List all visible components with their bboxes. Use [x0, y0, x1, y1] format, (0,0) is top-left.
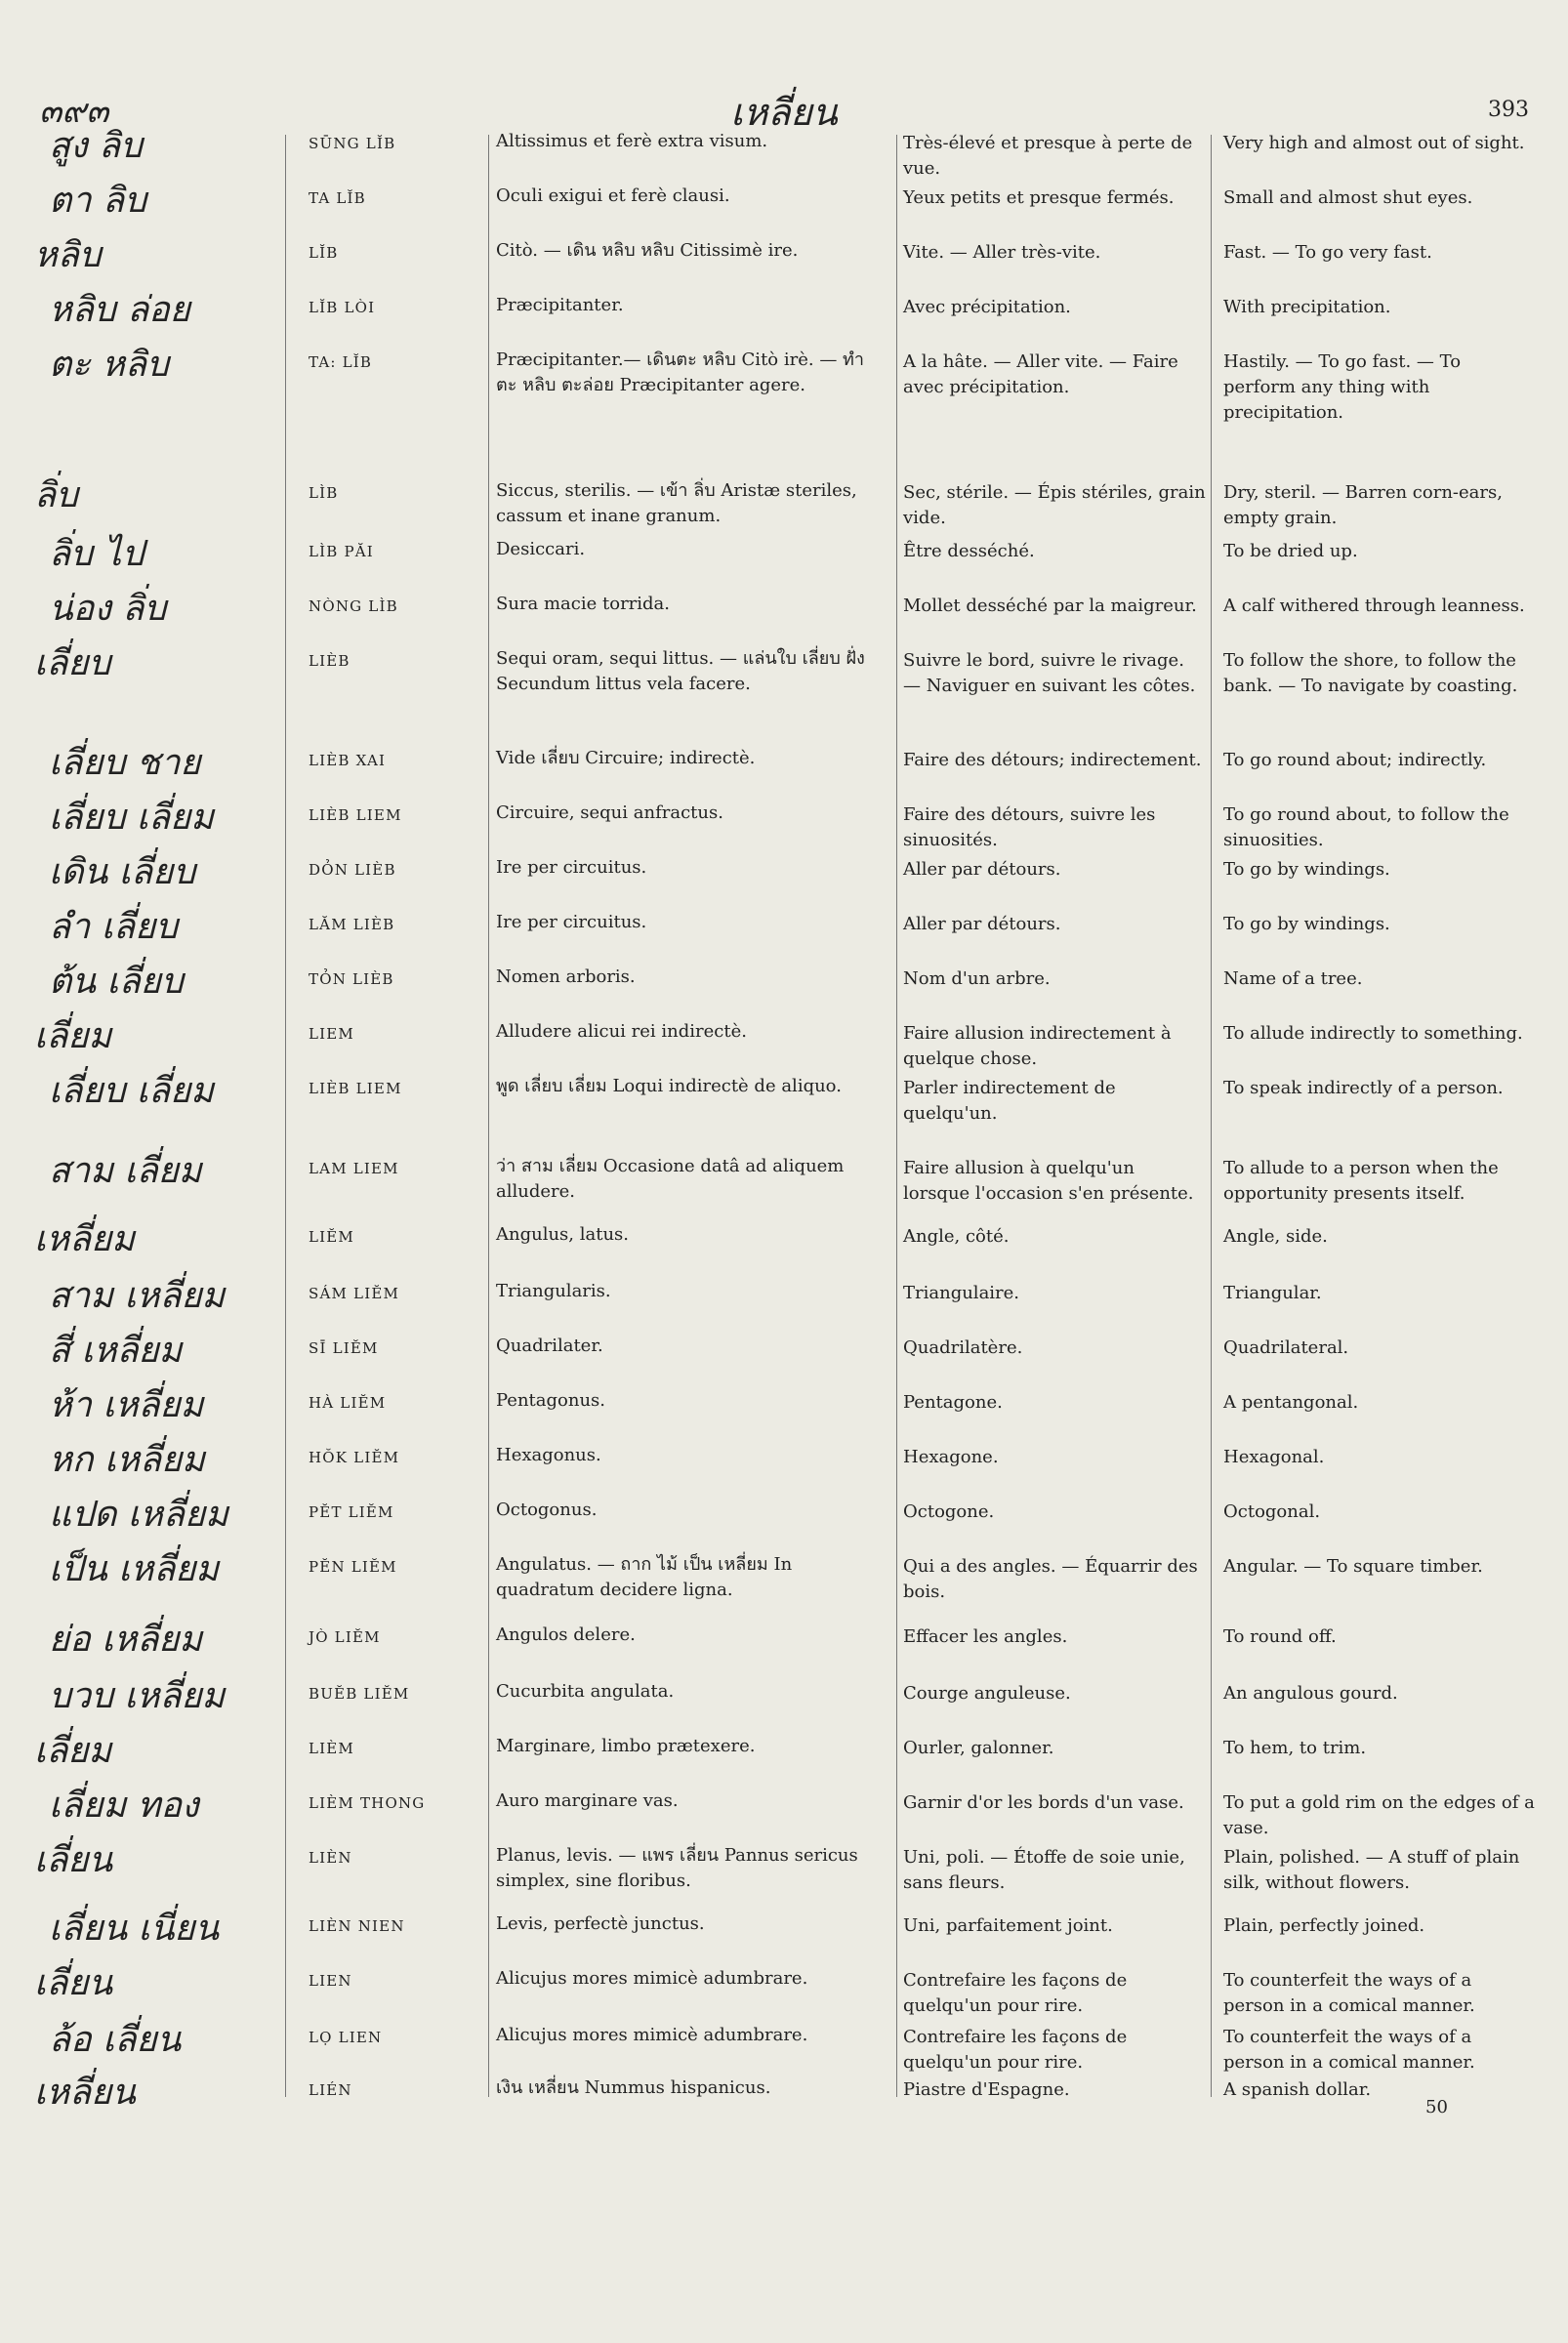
latin-definition: Alicujus mores mimicè adumbrare.	[496, 1968, 808, 1989]
thai-headword: เหลี่ยน	[34, 2073, 136, 2113]
thai-headword: ต้น เลี่ยบ	[49, 962, 184, 1002]
english-definition: To go round about; indirectly.	[1223, 750, 1487, 770]
english-definition: To allude indirectly to something.	[1223, 1023, 1523, 1044]
latin-definition: Nomen arboris.	[496, 966, 636, 987]
english-definition: To be dried up.	[1223, 541, 1358, 561]
thai-headword: เป็น เหลี่ยม	[49, 1549, 220, 1589]
romanization: SŪNG LĬB	[309, 135, 396, 152]
thai-headword: เลี่ยบ	[34, 643, 111, 683]
latin-definition: Cucurbita angulata.	[496, 1681, 675, 1702]
romanization: LIÈN	[309, 1849, 352, 1867]
english-definition: Dry, steril. — Barren corn-ears, empty grain.	[1223, 482, 1503, 528]
thai-headword: ตา ลิบ	[49, 181, 146, 221]
french-definition: A la hâte. — Aller vite. — Faire avec précipitation.	[903, 351, 1178, 397]
thai-headword: เลี่ยบ ชาย	[49, 743, 201, 783]
french-definition: Hexagone.	[903, 1447, 999, 1467]
latin-definition: Vide เลี่ยบ Circuire; indirectè.	[496, 748, 756, 768]
french-definition: Quadrilatère.	[903, 1337, 1023, 1358]
latin-definition: Sequi oram, sequi littus. — แล่นใบ เลี่ยบ ฝั่ง Secundum littus vela facere.	[496, 648, 865, 694]
thai-headword: แปด เหลี่ยม	[49, 1495, 228, 1535]
french-definition: Angle, côté.	[903, 1226, 1010, 1247]
french-definition: Uni, poli. — Étoffe de soie unie, sans fleurs.	[903, 1847, 1185, 1893]
romanization: LIEN	[309, 1972, 352, 1990]
english-definition: Octogonal.	[1223, 1501, 1321, 1522]
latin-definition: Desiccari.	[496, 539, 586, 559]
thai-headword: น่อง ลิ่บ	[49, 589, 167, 629]
romanization: LIÈB LIEM	[309, 806, 402, 824]
thai-headword: เลี่ยบ เลี่ยม	[49, 798, 214, 838]
english-definition: A spanish dollar.	[1223, 2079, 1372, 2100]
latin-definition: เงิน เหลี่ยน Nummus hispanicus.	[496, 2077, 771, 2098]
latin-definition: Sura macie torrida.	[496, 594, 671, 614]
english-definition: Hastily. — To go fast. — To perform any thing with precipitation.	[1223, 351, 1462, 423]
english-definition: To hem, to trim.	[1223, 1738, 1367, 1758]
french-definition: Faire des détours; indirectement.	[903, 750, 1202, 770]
french-definition: Aller par détours.	[903, 914, 1061, 934]
thai-headword: ห้า เหลี่ยม	[49, 1385, 204, 1425]
french-definition: Garnir d'or les bords d'un vase.	[903, 1792, 1184, 1813]
thai-headword: ย่อ เหลี่ยม	[49, 1620, 203, 1660]
latin-definition: Planus, levis. — แพร เลี่ยน Pannus sericus simplex, sine floribus.	[496, 1845, 858, 1891]
latin-definition: Siccus, sterilis. — เข้า ลิ่บ Aristæ steriles, cassum et inane granum.	[496, 480, 857, 526]
romanization: LIÈB	[309, 652, 351, 670]
latin-definition: Circuire, sequi anfractus.	[496, 802, 723, 823]
romanization: LIÈN NIEN	[309, 1917, 405, 1935]
latin-definition: Angulus, latus.	[496, 1224, 630, 1245]
romanization: LIEM	[309, 1025, 354, 1043]
romanization: HÀ LIĔM	[309, 1394, 387, 1412]
english-definition: To counterfeit the ways of a person in a comical manner.	[1223, 1970, 1475, 2016]
english-definition: To go by windings.	[1223, 859, 1390, 880]
running-head-word: เหลี่ยน	[730, 91, 838, 134]
thai-headword: บวบ เหลี่ยม	[49, 1676, 226, 1716]
thai-headword: เลี่ยม ทอง	[49, 1786, 199, 1826]
english-definition: Angular. — To square timber.	[1223, 1556, 1483, 1577]
french-definition: Avec précipitation.	[903, 297, 1071, 317]
french-definition: Contrefaire les façons de quelqu'un pour rire.	[903, 1970, 1128, 2016]
latin-definition: Ire per circuitus.	[496, 857, 647, 878]
romanization: PĔT LIĔM	[309, 1503, 394, 1521]
romanization: HŎK LIĔM	[309, 1449, 400, 1466]
latin-definition: Citò. — เดิน หลิบ หลิบ Citissimè ire.	[496, 240, 799, 261]
latin-definition: Alludere alicui rei indirectè.	[496, 1021, 747, 1042]
romanization: LĬB	[309, 244, 339, 262]
column-rule-2	[488, 135, 489, 2097]
french-definition: Vite. — Aller très-vite.	[903, 242, 1101, 263]
latin-definition: Oculi exigui et ferè clausi.	[496, 185, 730, 206]
english-definition: An angulous gourd.	[1223, 1683, 1398, 1704]
english-definition: Name of a tree.	[1223, 968, 1363, 989]
thai-headword: หก เหลี่ยม	[49, 1440, 205, 1480]
latin-definition: Triangularis.	[496, 1281, 611, 1301]
page-header	[0, 78, 1568, 137]
romanization: LIÈB LIEM	[309, 1080, 402, 1097]
english-definition: To follow the shore, to follow the bank. — To navigate by coasting.	[1223, 650, 1518, 696]
english-definition: With precipitation.	[1223, 297, 1391, 317]
latin-definition: Marginare, limbo prætexere.	[496, 1736, 756, 1756]
english-definition: Small and almost shut eyes.	[1223, 187, 1473, 208]
french-definition: Triangulaire.	[903, 1283, 1020, 1303]
english-definition: Hexagonal.	[1223, 1447, 1325, 1467]
romanization: JÒ LIĔM	[309, 1628, 381, 1646]
french-definition: Suivre le bord, suivre le rivage. — Naviguer en suivant les côtes.	[903, 650, 1196, 696]
page-number: 393	[1488, 98, 1529, 122]
french-definition: Uni, parfaitement joint.	[903, 1915, 1113, 1936]
french-definition: Yeux petits et presque fermés.	[903, 187, 1175, 208]
english-definition: To go round about, to follow the sinuosities.	[1223, 804, 1509, 850]
romanization: LỌ LIEN	[309, 2029, 383, 2046]
latin-definition: Levis, perfectè junctus.	[496, 1913, 705, 1934]
romanization: TA LĬB	[309, 189, 366, 207]
latin-definition: Alicujus mores mimicè adumbrare.	[496, 2025, 808, 2045]
romanization: DỎN LIÈB	[309, 861, 396, 879]
english-definition: Very high and almost out of sight.	[1223, 133, 1525, 153]
romanization: LIĔM	[309, 1228, 354, 1246]
thai-headword: สาม เลี่ยม	[49, 1151, 202, 1191]
romanization: LÌB PĂI	[309, 543, 374, 560]
thai-headword: ลำ เลี่ยบ	[49, 907, 179, 947]
thai-headword: สูง ลิบ	[49, 126, 143, 166]
thai-headword: เลี่ยน	[34, 1840, 113, 1880]
thai-headword: ลิ่บ	[34, 475, 78, 515]
romanization: SĪ LIĔM	[309, 1339, 379, 1357]
latin-definition: Ire per circuitus.	[496, 912, 647, 932]
english-definition: Plain, polished. — A stuff of plain silk, without flowers.	[1223, 1847, 1520, 1893]
thai-headword: ล้อ เลี่ยน	[49, 2020, 182, 2060]
thai-headword: เดิน เลี่ยบ	[49, 852, 196, 892]
romanization: LĬB LÒI	[309, 299, 376, 316]
thai-headword: เลี่ยบ เลี่ยม	[49, 1071, 214, 1111]
thai-headword: สี่ เหลี่ยม	[49, 1331, 183, 1371]
english-definition: To allude to a person when the opportunity presents itself.	[1223, 1158, 1499, 1204]
french-definition: Pentagone.	[903, 1392, 1003, 1413]
romanization: LAM LIEM	[309, 1160, 399, 1177]
romanization: LĂM LIÈB	[309, 916, 395, 933]
french-definition: Effacer les angles.	[903, 1626, 1068, 1647]
thai-page-number: ๓๙๓	[39, 92, 109, 131]
english-definition: To counterfeit the ways of a person in a comical manner.	[1223, 2027, 1475, 2073]
thai-headword: หลิบ ล่อย	[49, 290, 190, 330]
french-definition: Faire des détours, suivre les sinuosités.	[903, 804, 1156, 850]
french-definition: Sec, stérile. — Épis stériles, grain vide.	[903, 482, 1206, 528]
french-definition: Qui a des angles. — Équarrir des bois.	[903, 1556, 1198, 1602]
english-definition: To put a gold rim on the edges of a vase.	[1223, 1792, 1535, 1838]
thai-headword: ลิ่บ ไป	[49, 534, 144, 574]
romanization: LIÈB XAI	[309, 752, 387, 769]
romanization: LIÉN	[309, 2081, 352, 2099]
romanization: BUĔB LIĔM	[309, 1685, 410, 1703]
english-definition: Plain, perfectly joined.	[1223, 1915, 1425, 1936]
romanization: SÁM LIĔM	[309, 1285, 400, 1302]
french-definition: Parler indirectement de quelqu'un.	[903, 1078, 1116, 1124]
romanization: NÒNG LÌB	[309, 597, 398, 615]
english-definition: To go by windings.	[1223, 914, 1390, 934]
column-rule-1	[285, 135, 286, 2097]
latin-definition: Præcipitanter.— เดินตะ หลิบ Citò irè. — ทำ ตะ หลิบ ตะล่อย Præcipitanter agere.	[496, 349, 865, 395]
french-definition: Aller par détours.	[903, 859, 1061, 880]
latin-definition: Pentagonus.	[496, 1390, 606, 1411]
french-definition: Courge anguleuse.	[903, 1683, 1071, 1704]
thai-headword: เลี่ยน	[34, 1963, 113, 2003]
english-definition: A pentangonal.	[1223, 1392, 1359, 1413]
romanization: TỎN LIÈB	[309, 970, 394, 988]
french-definition: Très-élevé et presque à perte de vue.	[903, 133, 1193, 179]
romanization: LIÈM	[309, 1740, 354, 1757]
latin-definition: Hexagonus.	[496, 1445, 601, 1465]
latin-definition: ว่า สาม เลี่ยม Occasione datâ ad aliquem alludere.	[496, 1156, 845, 1202]
signature-mark: 50	[1425, 2097, 1448, 2117]
column-rule-4	[1211, 135, 1212, 2097]
english-definition: To round off.	[1223, 1626, 1337, 1647]
french-definition: Faire allusion à quelqu'un lorsque l'occasion s'en présente.	[903, 1158, 1194, 1204]
french-definition: Octogone.	[903, 1501, 995, 1522]
french-definition: Faire allusion indirectement à quelque chose.	[903, 1023, 1172, 1069]
latin-definition: Angulatus. — ถาก ไม้ เป็น เหลี่ยม In quadratum decidere ligna.	[496, 1554, 793, 1600]
thai-headword: ตะ หลิบ	[49, 345, 169, 385]
latin-definition: Quadrilater.	[496, 1336, 603, 1356]
latin-definition: Auro marginare vas.	[496, 1790, 679, 1811]
french-definition: Contrefaire les façons de quelqu'un pour rire.	[903, 2027, 1128, 2073]
thai-headword: เลี่ยม	[34, 1016, 112, 1056]
latin-definition: Altissimus et ferè extra visum.	[496, 131, 768, 151]
english-definition: Triangular.	[1223, 1283, 1322, 1303]
romanization: LÌB	[309, 484, 339, 502]
thai-headword: สาม เหลี่ยม	[49, 1276, 226, 1316]
column-rule-3	[896, 135, 897, 2097]
english-definition: Fast. — To go very fast.	[1223, 242, 1432, 263]
romanization: TA: LĬB	[309, 353, 373, 371]
english-definition: To speak indirectly of a person.	[1223, 1078, 1504, 1098]
english-definition: Angle, side.	[1223, 1226, 1328, 1247]
latin-definition: พูด เลี่ยบ เลี่ยม Loqui indirectè de aliquo.	[496, 1076, 842, 1096]
french-definition: Être desséché.	[903, 541, 1035, 561]
latin-definition: Angulos delere.	[496, 1624, 636, 1645]
english-definition: Quadrilateral.	[1223, 1337, 1349, 1358]
french-definition: Mollet desséché par la maigreur.	[903, 596, 1197, 616]
thai-headword: เลี่ยน เนี่ยน	[49, 1909, 220, 1949]
french-definition: Nom d'un arbre.	[903, 968, 1051, 989]
thai-headword: เหลี่ยม	[34, 1219, 135, 1259]
latin-definition: Præcipitanter.	[496, 295, 624, 315]
thai-headword: เลี่ยม	[34, 1731, 112, 1771]
latin-definition: Octogonus.	[496, 1500, 598, 1520]
romanization: PĔN LIĔM	[309, 1558, 397, 1576]
french-definition: Piastre d'Espagne.	[903, 2079, 1070, 2100]
romanization: LIÈM THONG	[309, 1794, 426, 1812]
french-definition: Ourler, galonner.	[903, 1738, 1054, 1758]
thai-headword: หลิบ	[34, 235, 102, 275]
english-definition: A calf withered through leanness.	[1223, 596, 1525, 616]
